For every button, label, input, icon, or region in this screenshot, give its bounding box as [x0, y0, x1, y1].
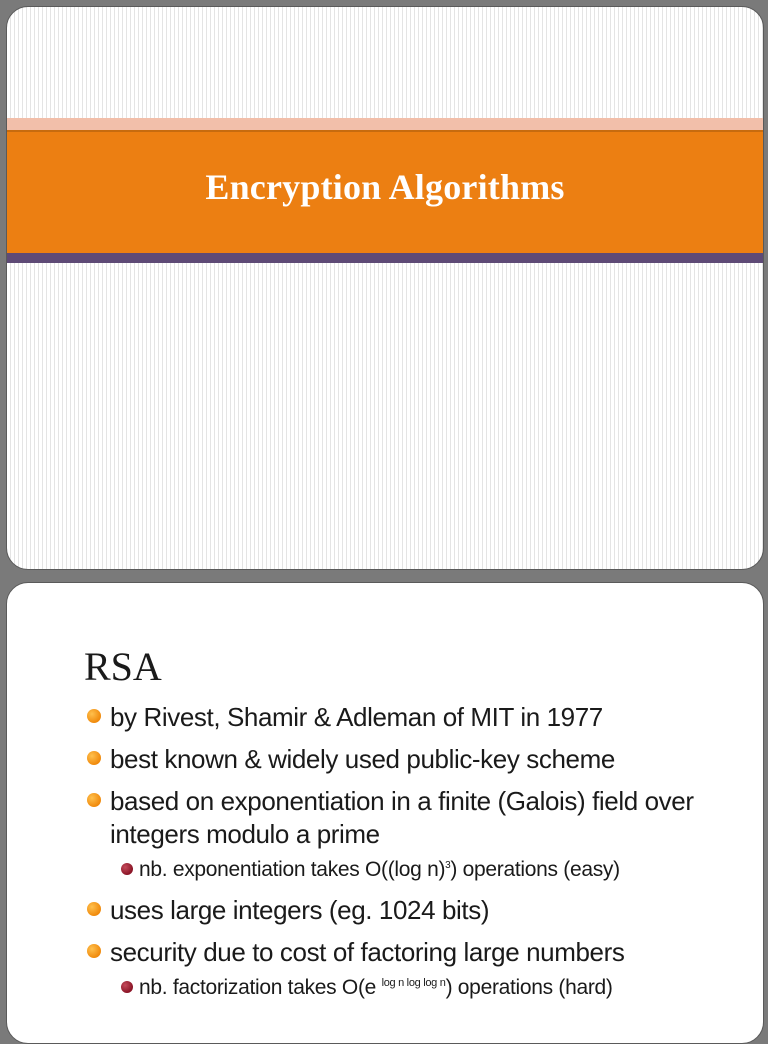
bullet-dot-icon [87, 793, 101, 807]
sub-bullet-text-after: ) operations (hard) [445, 976, 613, 999]
bullet-item [7, 701, 763, 734]
bullet-item [7, 743, 763, 776]
slide-heading: RSA [84, 644, 162, 689]
bullet-item [7, 785, 763, 851]
bullet-dot-icon [87, 902, 101, 916]
bullet-text: best known & widely used public-key scheme [110, 744, 615, 774]
bullet-dot-icon [87, 944, 101, 958]
bullet-text: security due to cost of factoring large numbers [110, 937, 625, 967]
sub-bullet-text-after: ) operations (easy) [450, 858, 620, 881]
bullet-item [7, 894, 763, 927]
bullet-dot-icon [87, 709, 101, 723]
bullet-text: based on exponentiation in a finite (Galois) field over integers modulo a prime [110, 786, 694, 849]
exponent-superscript: 3 [445, 860, 451, 871]
sub-bullet-item [7, 974, 763, 1002]
sub-bullet-text-before: nb. factorization takes O(e [139, 976, 377, 999]
bullet-text: uses large integers (eg. 1024 bits) [110, 895, 490, 925]
title-slide [6, 6, 764, 570]
content-slide [6, 582, 764, 1044]
title-band-top-accent [7, 118, 763, 130]
bullet-list [7, 701, 763, 1012]
title-band-bottom-accent [7, 253, 763, 263]
bullet-item [7, 936, 763, 969]
sub-bullet-dot-icon [121, 981, 133, 993]
exponent-superscript: log n log log n [381, 977, 446, 989]
bullet-text: by Rivest, Shamir & Adleman of MIT in 1977 [110, 702, 603, 732]
slide-title: Encryption Algorithms [205, 166, 565, 207]
sub-bullet-dot-icon [121, 863, 133, 875]
bullet-dot-icon [87, 751, 101, 765]
sub-bullet-text-before: nb. exponentiation takes O((log n) [139, 858, 446, 881]
title-band [7, 130, 763, 253]
sub-bullet-item [7, 856, 763, 884]
